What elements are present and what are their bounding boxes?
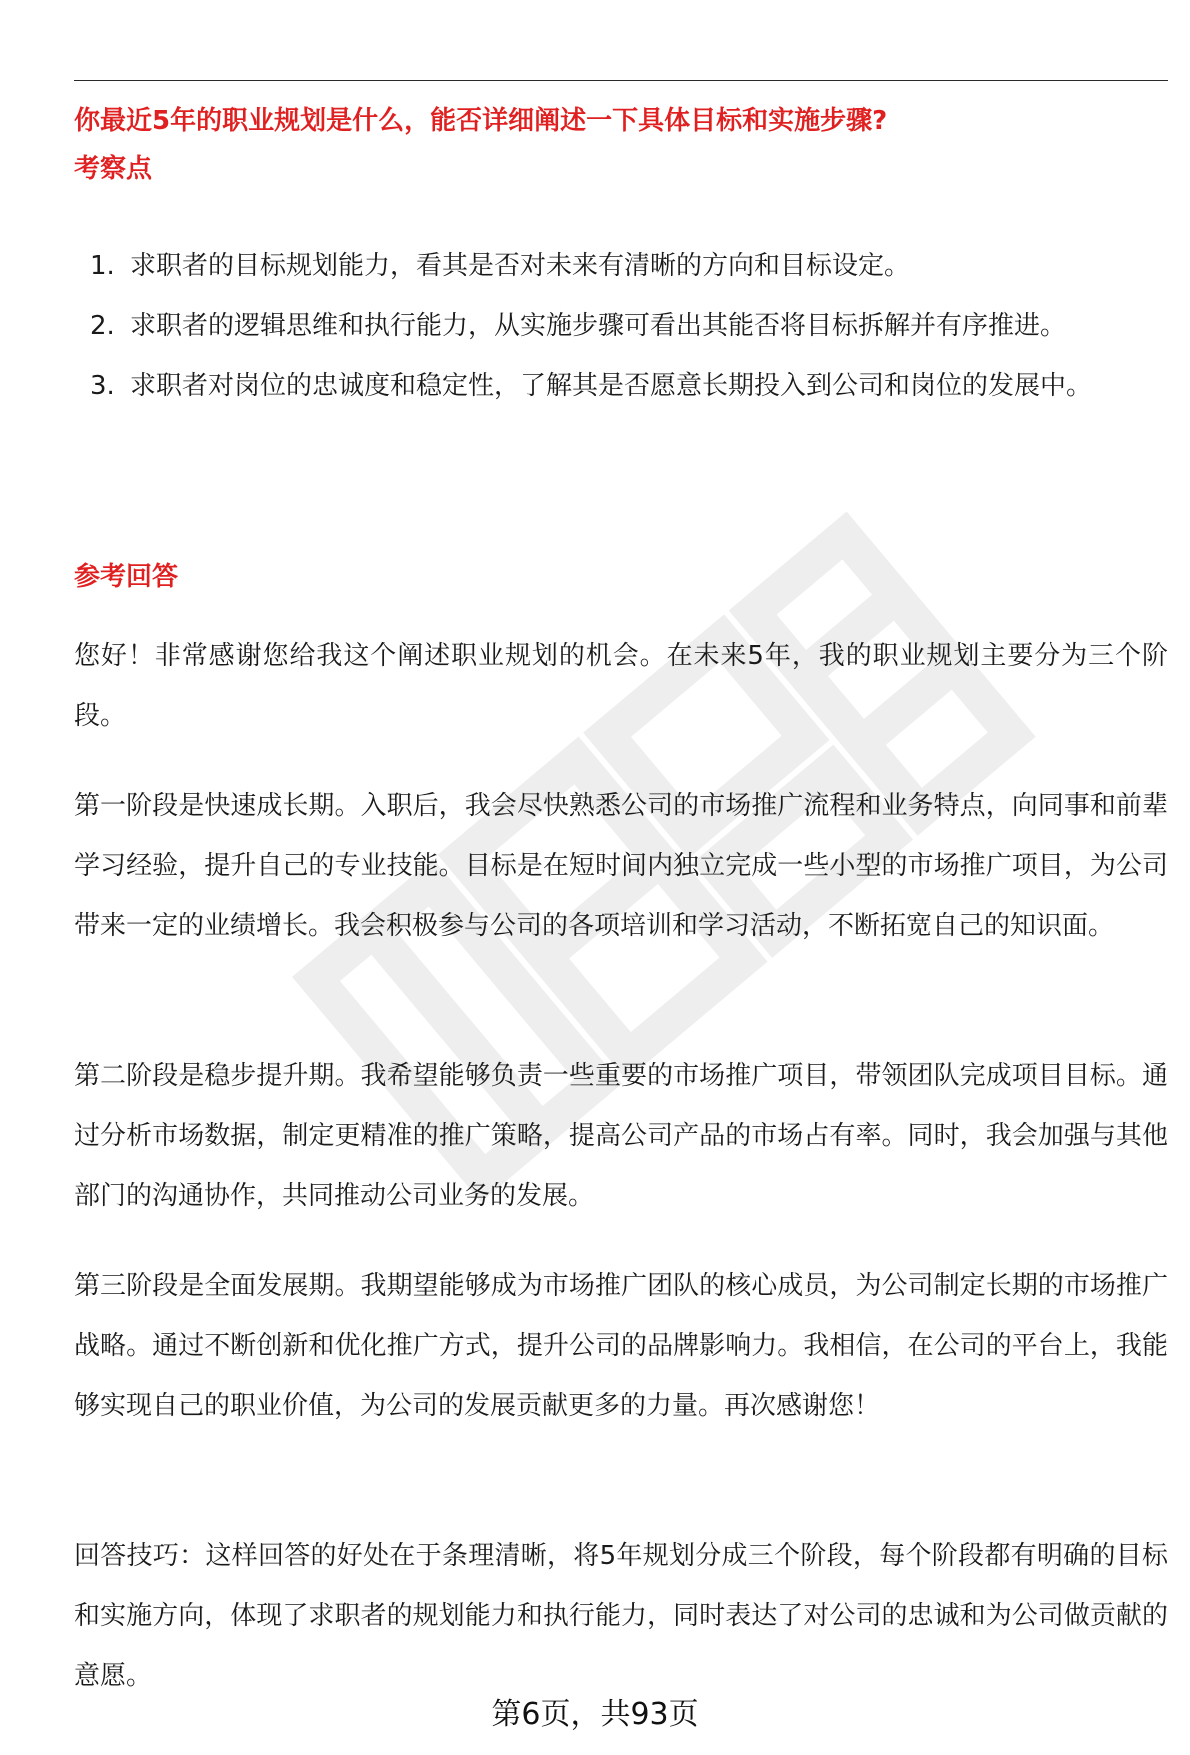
- list-number: 2.: [90, 311, 115, 341]
- top-divider: [74, 80, 1168, 81]
- answer-paragraph-intro: 您好！非常感谢您给我这个阐述职业规划的机会。在未来5年，我的职业规划主要分为三个阶段。: [74, 641, 1168, 731]
- list-number: 1.: [90, 251, 115, 281]
- list-item: [74, 236, 1168, 296]
- question-title: 你最近5年的职业规划是什么，能否详细阐述一下具体目标和实施步骤?: [74, 106, 888, 136]
- list-item: [74, 356, 1168, 416]
- answer-paragraph-stage-2: 第二阶段是稳步提升期。我希望能够负责一些重要的市场推广项目，带领团队完成项目目标。通过分析市场数据，制定更精准的推广策略，提高公司产品的市场占有率。同时，我会加强与其他部门的沟通协作，共同推动公司业务的发展。: [74, 1061, 1168, 1211]
- list-item-text: 求职者的目标规划能力，看其是否对未来有清晰的方向和目标设定。: [130, 251, 911, 281]
- page-number: 第6页，共93页: [491, 1697, 699, 1732]
- section-heading-answer: 参考回答: [74, 562, 179, 592]
- answer-tip-paragraph: 回答技巧：这样回答的好处在于条理清晰，将5年规划分成三个阶段，每个阶段都有明确的目标和实施方向，体现了求职者的规划能力和执行能力，同时表达了对公司的忠诚和为公司做贡献的意愿。: [74, 1541, 1168, 1691]
- list-item: [74, 296, 1168, 356]
- check-points-list: [74, 236, 1168, 416]
- section-heading-check: 考察点: [74, 154, 153, 184]
- answer-paragraph-stage-1: 第一阶段是快速成长期。入职后，我会尽快熟悉公司的市场推广流程和业务特点，向同事和前辈学习经验，提升自己的专业技能。目标是在短时间内独立完成一些小型的市场推广项目，为公司带来一定的业绩增长。我会积极参与公司的各项培训和学习活动，不断拓宽自己的知识面。: [74, 791, 1168, 941]
- list-item-text: 求职者对岗位的忠诚度和稳定性，了解其是否愿意长期投入到公司和岗位的发展中。: [130, 371, 1093, 401]
- list-number: 3.: [90, 371, 115, 401]
- list-item-text: 求职者的逻辑思维和执行能力，从实施步骤可看出其能否将目标拆解并有序推进。: [130, 311, 1067, 341]
- answer-paragraph-stage-3: 第三阶段是全面发展期。我期望能够成为市场推广团队的核心成员，为公司制定长期的市场推广战略。通过不断创新和优化推广方式，提升公司的品牌影响力。我相信，在公司的平台上，我能够实现自己的职业价值，为公司的发展贡献更多的力量。再次感谢您！: [74, 1271, 1168, 1421]
